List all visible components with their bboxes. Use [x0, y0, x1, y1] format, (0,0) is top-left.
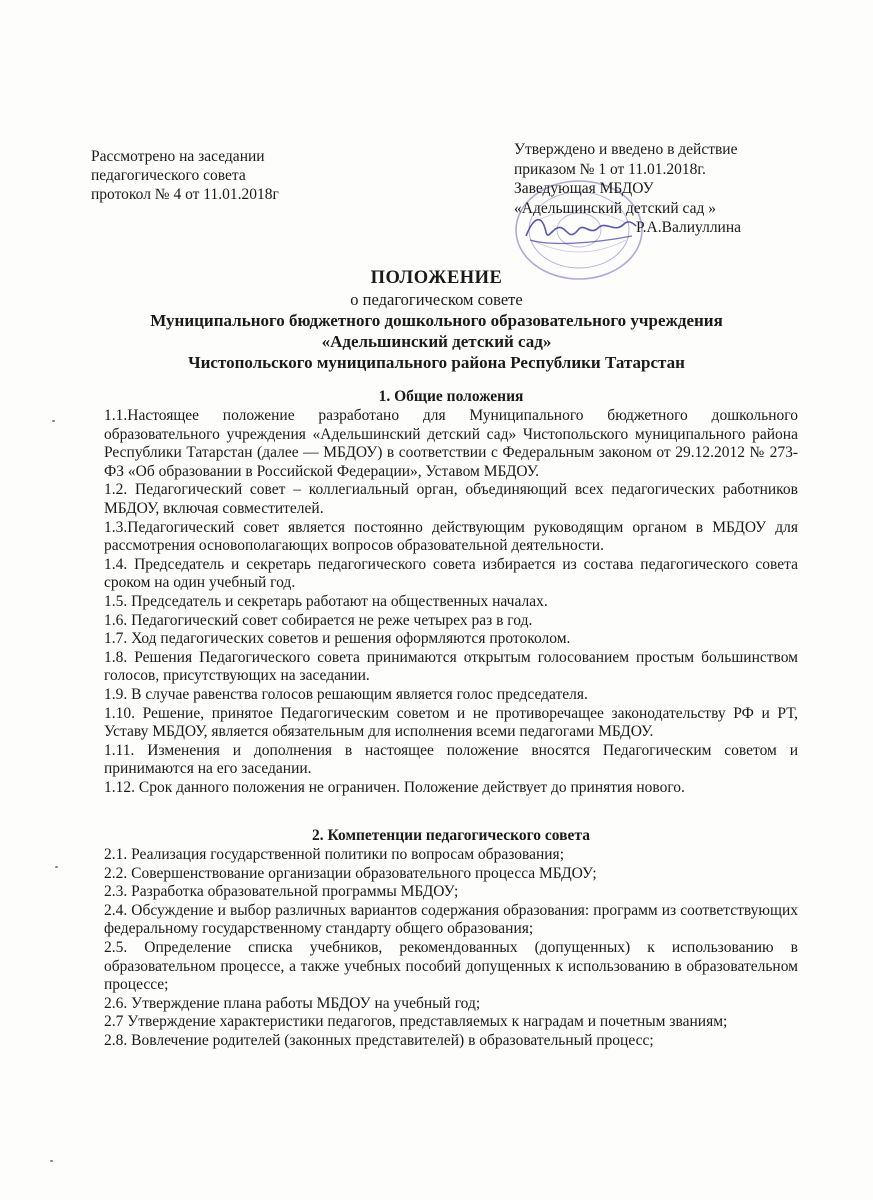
- review-line: Рассмотрено на заседании: [91, 148, 265, 165]
- approval-line: «Адельшинский детский сад »: [514, 199, 716, 217]
- clause: 1.8. Решения Педагогического совета принимаются открытым голосованием простым большинством голосов, присутствующих на заседании.: [104, 648, 798, 685]
- scan-speck: [55, 866, 58, 868]
- clause: 1.2. Педагогический совет – коллегиальный орган, объединяющий всех педагогических работников МБДОУ, включая совместителей.: [104, 481, 798, 517]
- clause: 1.3.Педагогический совет является постоянно действующим руководящим органом в МБДОУ для рассмотрения основополагающих вопросов образовательной деятельности.: [104, 518, 798, 555]
- clause: 2.3. Разработка образовательной программы МБДОУ;: [104, 883, 459, 901]
- clause: 1.11. Изменения и дополнения в настоящее положение вносятся Педагогическим советом и принимаются на его заседании.: [104, 741, 798, 778]
- section-heading: 2. Компетенции педагогического совета: [312, 827, 590, 844]
- document-title: [0, 268, 873, 373]
- clause: 2.6. Утверждение плана работы МБДОУ на учебный год;: [104, 994, 481, 1012]
- review-note: [91, 147, 371, 204]
- title-main: ПОЛОЖЕНИЕ: [370, 268, 503, 288]
- approval-note: [514, 140, 814, 238]
- title-org-line: «Адельшинский детский сад»: [321, 332, 552, 351]
- title-sub: о педагогическом совете: [350, 290, 523, 309]
- section-general: [104, 387, 798, 797]
- clause: 1.12. Срок данного положения не ограничен. Положение действует до принятия нового.: [104, 778, 685, 796]
- clause: 2.1. Реализация государственной политики по вопросам образования;: [104, 846, 564, 863]
- section-competence: [104, 826, 798, 1051]
- clause: 1.9. В случае равенства голосов решающим является голос председателя.: [104, 685, 588, 703]
- clause: 1.5. Председатель и секретарь работают на общественных началах.: [104, 592, 548, 610]
- signer-name: Р.А.Валиуллина: [636, 219, 742, 236]
- clause: 2.5. Определение списка учебников, рекомендованных (допущенных) к использованию в образовательном процессе, а также учебных пособий допущенных к использованию в образовательном процессе;: [104, 938, 798, 994]
- clause: 2.4. Обсуждение и выбор различных вариантов содержания образования: программ из соответствующих федеральному государственному стандарту общего образования;: [104, 901, 798, 938]
- clause: 2.8. Вовлечение родителей (законных представителей) в образовательный процесс;: [104, 1031, 654, 1049]
- clause: 1.4. Председатель и секретарь педагогического совета избирается из состава педагогического совета сроком на один учебный год.: [104, 555, 798, 592]
- review-line: протокол № 4 от 11.01.2018г: [91, 186, 279, 203]
- section-heading: 1. Общие положения: [378, 388, 524, 405]
- approval-line: Заведующая МБДОУ: [514, 180, 654, 197]
- clause: 2.7 Утверждение характеристики педагогов, представляемых к наградам и почетным званиям;: [104, 1013, 728, 1031]
- review-line: педагогического совета: [91, 167, 246, 184]
- approval-line: приказом № 1 от 11.01.2018г.: [514, 160, 706, 178]
- scan-speck: [50, 1160, 53, 1162]
- clause: 1.1.Настоящее положение разработано для Муниципального бюджетного дошкольного образовательного учреждения «Адельшинский детский сад» Чистопольского муниципального района Республики Татарстан (далее — МБДОУ) в соответствии с Федеральным законом от 29.12.2012 № 273-ФЗ «Об образовании в Российской Федерации», Уставом МБДОУ.: [104, 407, 798, 480]
- clause: 1.10. Решение, принятое Педагогическим советом и не противоречащее законодательству РФ и РТ, Уставу МБДОУ, является обязательным для исполнения всеми педагогами МБДОУ.: [104, 704, 798, 741]
- title-org-line: Чистопольского муниципального района Республики Татарстан: [188, 353, 685, 372]
- scan-speck: [52, 420, 55, 422]
- clause: 1.6. Педагогический совет собирается не реже четырех раз в год.: [104, 611, 533, 629]
- clause: 1.7. Ход педагогических советов и решения оформляются протоколом.: [104, 630, 571, 648]
- approval-line: Утверждено и введено в действие: [514, 141, 738, 158]
- clause: 2.2. Совершенствование организации образовательного процесса МБДОУ;: [104, 864, 597, 882]
- title-org-line: Муниципального бюджетного дошкольного образовательного учреждения: [150, 311, 723, 330]
